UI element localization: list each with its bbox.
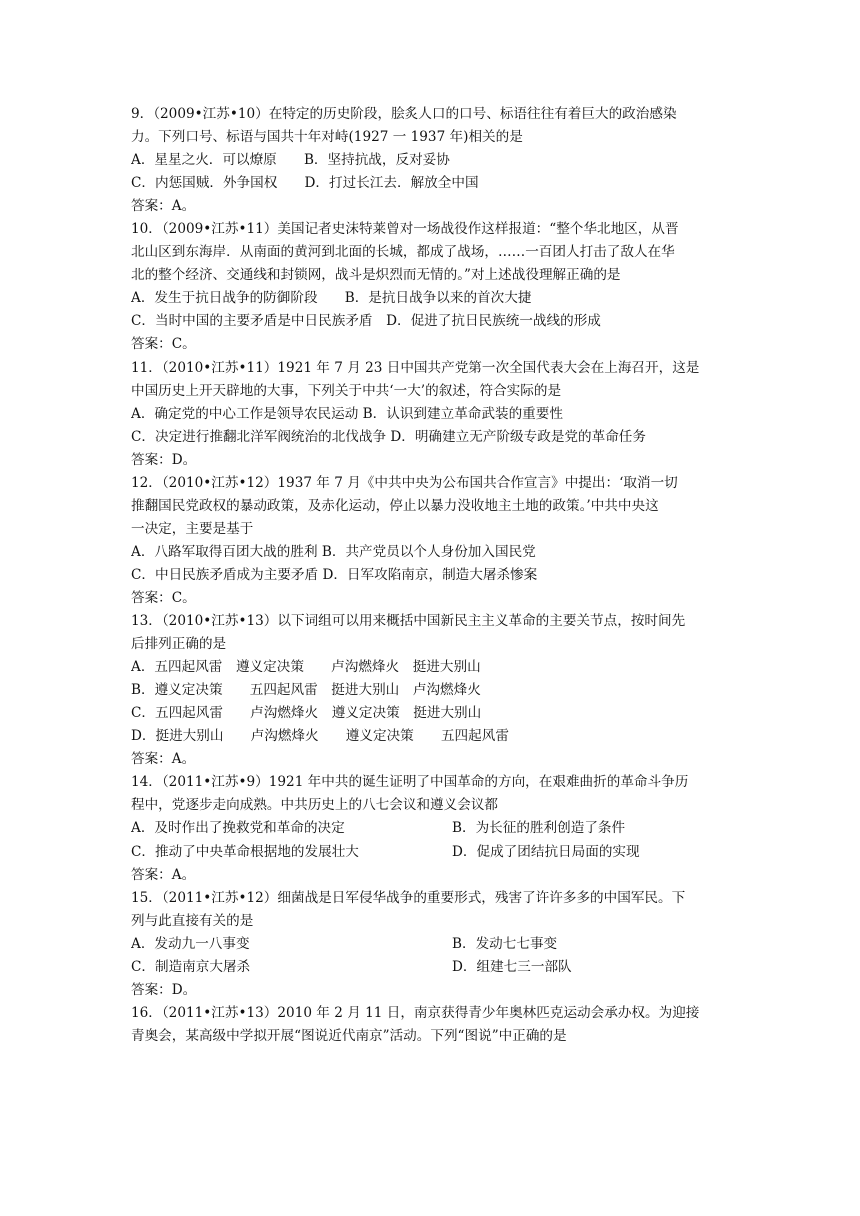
answer-line: 答案：C。 bbox=[131, 336, 196, 353]
question-stem-line: 程中，党逐步走向成熟。中共历史上的八七会议和遵义会议都 bbox=[131, 797, 499, 814]
question-stem-line: 中国历史上开天辟地的大事，下列关于中共‘一大’的叙述，符合实际的是 bbox=[131, 382, 562, 399]
question-12 bbox=[131, 472, 771, 610]
answer-line: 答案：D。 bbox=[131, 451, 197, 468]
question-stem-line: 推翻国民党政权的暴动政策，及赤化运动，停止以暴力没收地主土地的政策。’中共中央这 bbox=[131, 497, 659, 514]
question-stem-line: 13．（2010•江苏•13）以下词组可以用来概括中国新民主主义革命的主要关节点，按时间先 bbox=[131, 613, 686, 630]
option-line: A．确定党的中心工作是领导农民运动 B．认识到建立革命武装的重要性 bbox=[131, 405, 563, 422]
option-b: B．发动七七事变 bbox=[452, 935, 558, 952]
question-stem-line: 北的整个经济、交通线和封锁网，战斗是炽烈而无情的。”对上述战役理解正确的是 bbox=[131, 267, 621, 284]
option-line: D．挺进大别山 卢沟燃烽火 遵义定决策 五四起风雷 bbox=[131, 728, 509, 745]
option-d: D．组建七三一部队 bbox=[452, 958, 572, 975]
answer-line: 答案：D。 bbox=[131, 981, 197, 998]
option-line: A．五四起风雷 遵义定决策 卢沟燃烽火 挺进大别山 bbox=[131, 659, 481, 676]
option-line: C．当时中国的主要矛盾是中日民族矛盾 D．促进了抗日民族统一战线的形成 bbox=[131, 313, 601, 330]
option-row bbox=[131, 933, 771, 956]
question-stem-line: 列与此直接有关的是 bbox=[131, 912, 254, 929]
option-line: C．五四起风雷 卢沟燃烽火 遵义定决策 挺进大别山 bbox=[131, 705, 482, 722]
option-row bbox=[131, 841, 771, 864]
question-stem-line: 10．（2009•江苏•11）美国记者史沫特莱曾对一场战役作这样报道：“整个华北地区，从晋 bbox=[131, 221, 679, 238]
answer-line: 答案：A。 bbox=[131, 198, 196, 215]
option-row bbox=[131, 956, 771, 979]
question-13 bbox=[131, 610, 771, 771]
option-line: C．内惩国贼．外争国权 D．打过长江去．解放全中国 bbox=[131, 175, 479, 192]
question-stem-line: 16．（2011•江苏•13）2010 年 2 月 11 日，南京获得青少年奥林匹克运动会承办权。为迎接 bbox=[131, 1004, 700, 1021]
option-line: B．遵义定决策 五四起风雷 挺进大别山 卢沟燃烽火 bbox=[131, 682, 481, 699]
answer-line: 答案：C。 bbox=[131, 589, 196, 606]
option-a: A．及时作出了挽救党和革命的决定 bbox=[131, 820, 345, 837]
question-16 bbox=[131, 1002, 771, 1048]
answer-line: 答案：A。 bbox=[131, 866, 196, 883]
question-stem-line: 后排列正确的是 bbox=[131, 636, 227, 653]
option-d: D．促成了团结抗日局面的实现 bbox=[452, 843, 640, 860]
question-9 bbox=[131, 103, 771, 218]
option-a: A．发动九一八事变 bbox=[131, 935, 250, 952]
question-10 bbox=[131, 218, 771, 356]
question-stem-line: 15．（2011•江苏•12）细菌战是日军侵华战争的重要形式，残害了许许多多的中国军民。下 bbox=[131, 889, 686, 906]
question-list bbox=[131, 103, 771, 1048]
question-stem-line: 9．（2009•江苏•10）在特定的历史阶段，脍炙人口的口号、标语往往有着巨大的政治感染 bbox=[131, 106, 677, 122]
option-b: B．为长征的胜利创造了条件 bbox=[452, 820, 626, 837]
question-stem-line: 11．（2010•江苏•11）1921 年 7 月 23 日中国共产党第一次全国代表大会在上海召开，这是 bbox=[131, 359, 700, 376]
question-stem-line: 力。下列口号、标语与国共十年对峙(1927 一 1937 年)相关的是 bbox=[131, 129, 523, 146]
option-line: A．发生于抗日战争的防御阶段 B．是抗日战争以来的首次大捷 bbox=[131, 290, 532, 307]
question-15 bbox=[131, 887, 771, 1002]
option-c: C．制造南京大屠杀 bbox=[131, 958, 251, 975]
option-row bbox=[131, 817, 771, 840]
option-line: C．中日民族矛盾成为主要矛盾 D．日军攻陷南京，制造大屠杀惨案 bbox=[131, 566, 538, 583]
option-c: C．推动了中央革命根据地的发展壮大 bbox=[131, 843, 359, 860]
question-stem-line: 14．（2011•江苏•9）1921 年中共的诞生证明了中国革命的方向，在艰难曲折的革命斗争历 bbox=[131, 774, 689, 791]
question-stem-line: 12．（2010•江苏•12）1937 年 7 月《中共中央为公布国共合作宣言》中提出：‘取消一切 bbox=[131, 474, 678, 491]
question-stem-line: 青奥会，某高级中学拟开展“图说近代南京”活动。下列“图说”中正确的是 bbox=[131, 1027, 567, 1044]
answer-line: 答案：A。 bbox=[131, 751, 196, 768]
question-stem-line: 一决定，主要是基于 bbox=[131, 520, 254, 537]
question-14 bbox=[131, 771, 771, 886]
question-11 bbox=[131, 357, 771, 472]
option-line: A．星星之火．可以燎原 B．坚持抗战，反对妥协 bbox=[131, 152, 450, 169]
question-stem-line: 北山区到东海岸．从南面的黄河到北面的长城，都成了战场，……一百团人打击了敌人在华 bbox=[131, 244, 675, 261]
option-line: A．八路军取得百团大战的胜利 B．共产党员以个人身份加入国民党 bbox=[131, 543, 536, 560]
option-line: C．决定进行推翻北洋军阀统治的北伐战争 D．明确建立无产阶级专政是党的革命任务 bbox=[131, 428, 646, 445]
